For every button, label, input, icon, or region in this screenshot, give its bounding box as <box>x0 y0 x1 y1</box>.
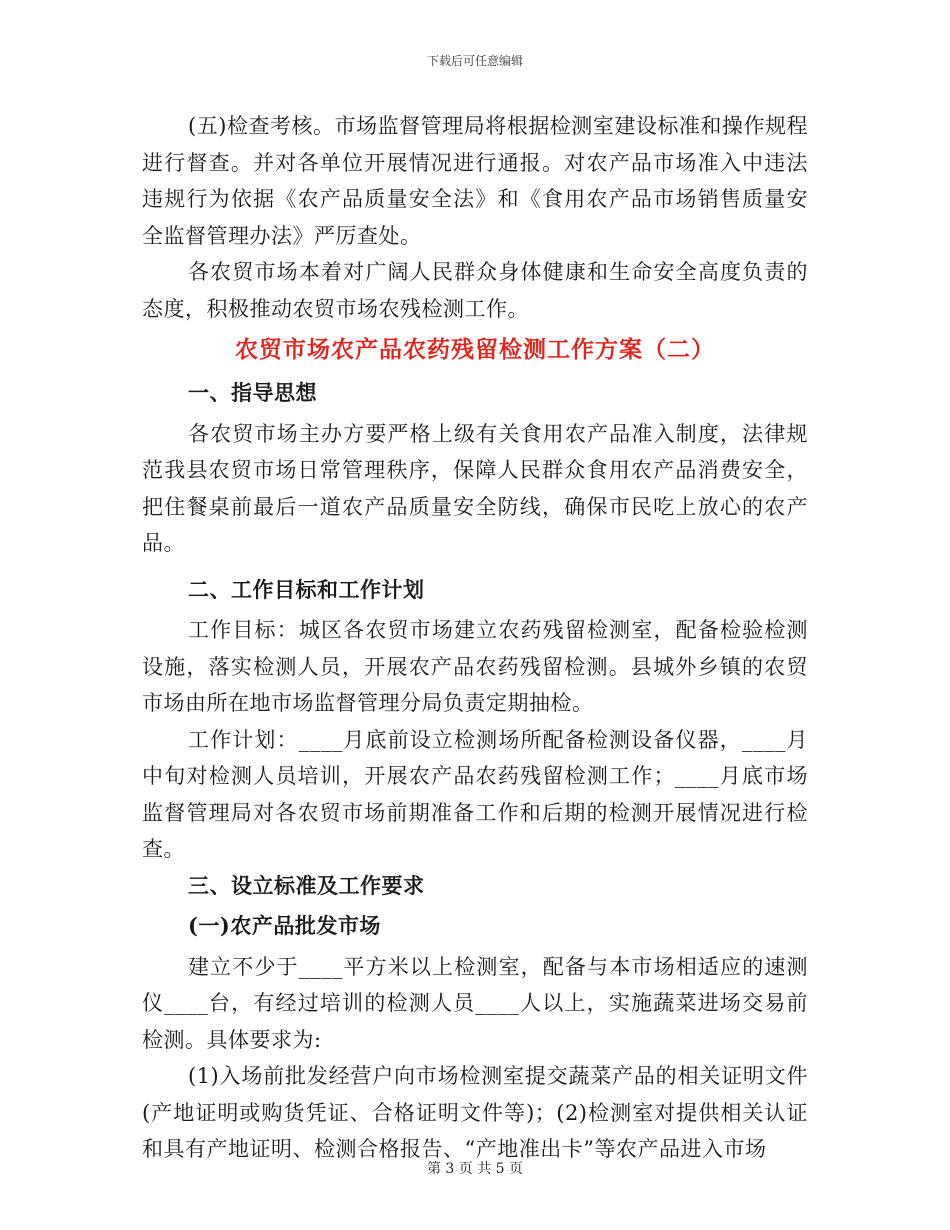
section-heading-standards: 三、设立标准及工作要求 <box>188 872 425 898</box>
section-heading-goals: 二、工作目标和工作计划 <box>188 576 425 602</box>
document-body <box>142 108 808 1168</box>
page-footer: 第 3 页 共 5 页 <box>426 1161 524 1177</box>
section-heading-guiding: 一、指导思想 <box>188 380 317 405</box>
document-title: 农贸市场农产品农药残留检测工作方案（二） <box>235 336 715 363</box>
paragraph-requirements: (1)入场前批发经营户向市场检测室提交蔬菜产品的相关证明文件(产地证明或购货凭证、合格证明文件等)；(2)检测室对提供相关认证和具有产地证明、检测合格报告、“产地准出卡”等农产品进入市场 <box>142 1064 808 1161</box>
subheading-wholesale: (一)农产品批发市场 <box>188 913 381 938</box>
paragraph-closing: 各农贸市场本着对广阔人民群众身体健康和生命安全高度负责的态度，积极推动农贸市场农残检测工作。 <box>142 260 808 321</box>
paragraph-plan: 工作计划：____月底前设立检测场所配备检测设备仪器，____月中旬对检测人员培训，开展农产品农药残留检测工作；____月底市场监督管理局对各农贸市场前期准备工作和后期的检测开展情况进行检查。 <box>142 727 808 861</box>
header-note: 下载后可任意编辑 <box>426 54 523 68</box>
paragraph-inspection: (五)检查考核。市场监督管理局将根据检测室建设标准和操作规程进行督查。并对各单位开展情况进行通报。对农产品市场准入中违法违规行为依据《农产品质量安全法》和《食用农产品市场销售质量安全监督管理办法》严厉查处。 <box>142 114 808 248</box>
paragraph-wholesale: 建立不少于____平方米以上检测室，配备与本市场相适应的速测仪____台，有经过培训的检测人员____人以上，实施蔬菜进场交易前检测。具体要求为: <box>142 954 808 1052</box>
paragraph-goal: 工作目标：城区各农贸市场建立农药残留检测室，配备检验检测设施，落实检测人员，开展农产品农药残留检测。县城外乡镇的农贸市场由所在地市场监督管理分局负责定期抽检。 <box>142 618 808 715</box>
paragraph-guiding: 各农贸市场主办方要严格上级有关食用农产品准入制度，法律规范我县农贸市场日常管理秩序，保障人民群众食用农产品消费安全，把住餐桌前最后一道农产品质量安全防线，确保市民吃上放心的农产品。 <box>142 421 808 555</box>
